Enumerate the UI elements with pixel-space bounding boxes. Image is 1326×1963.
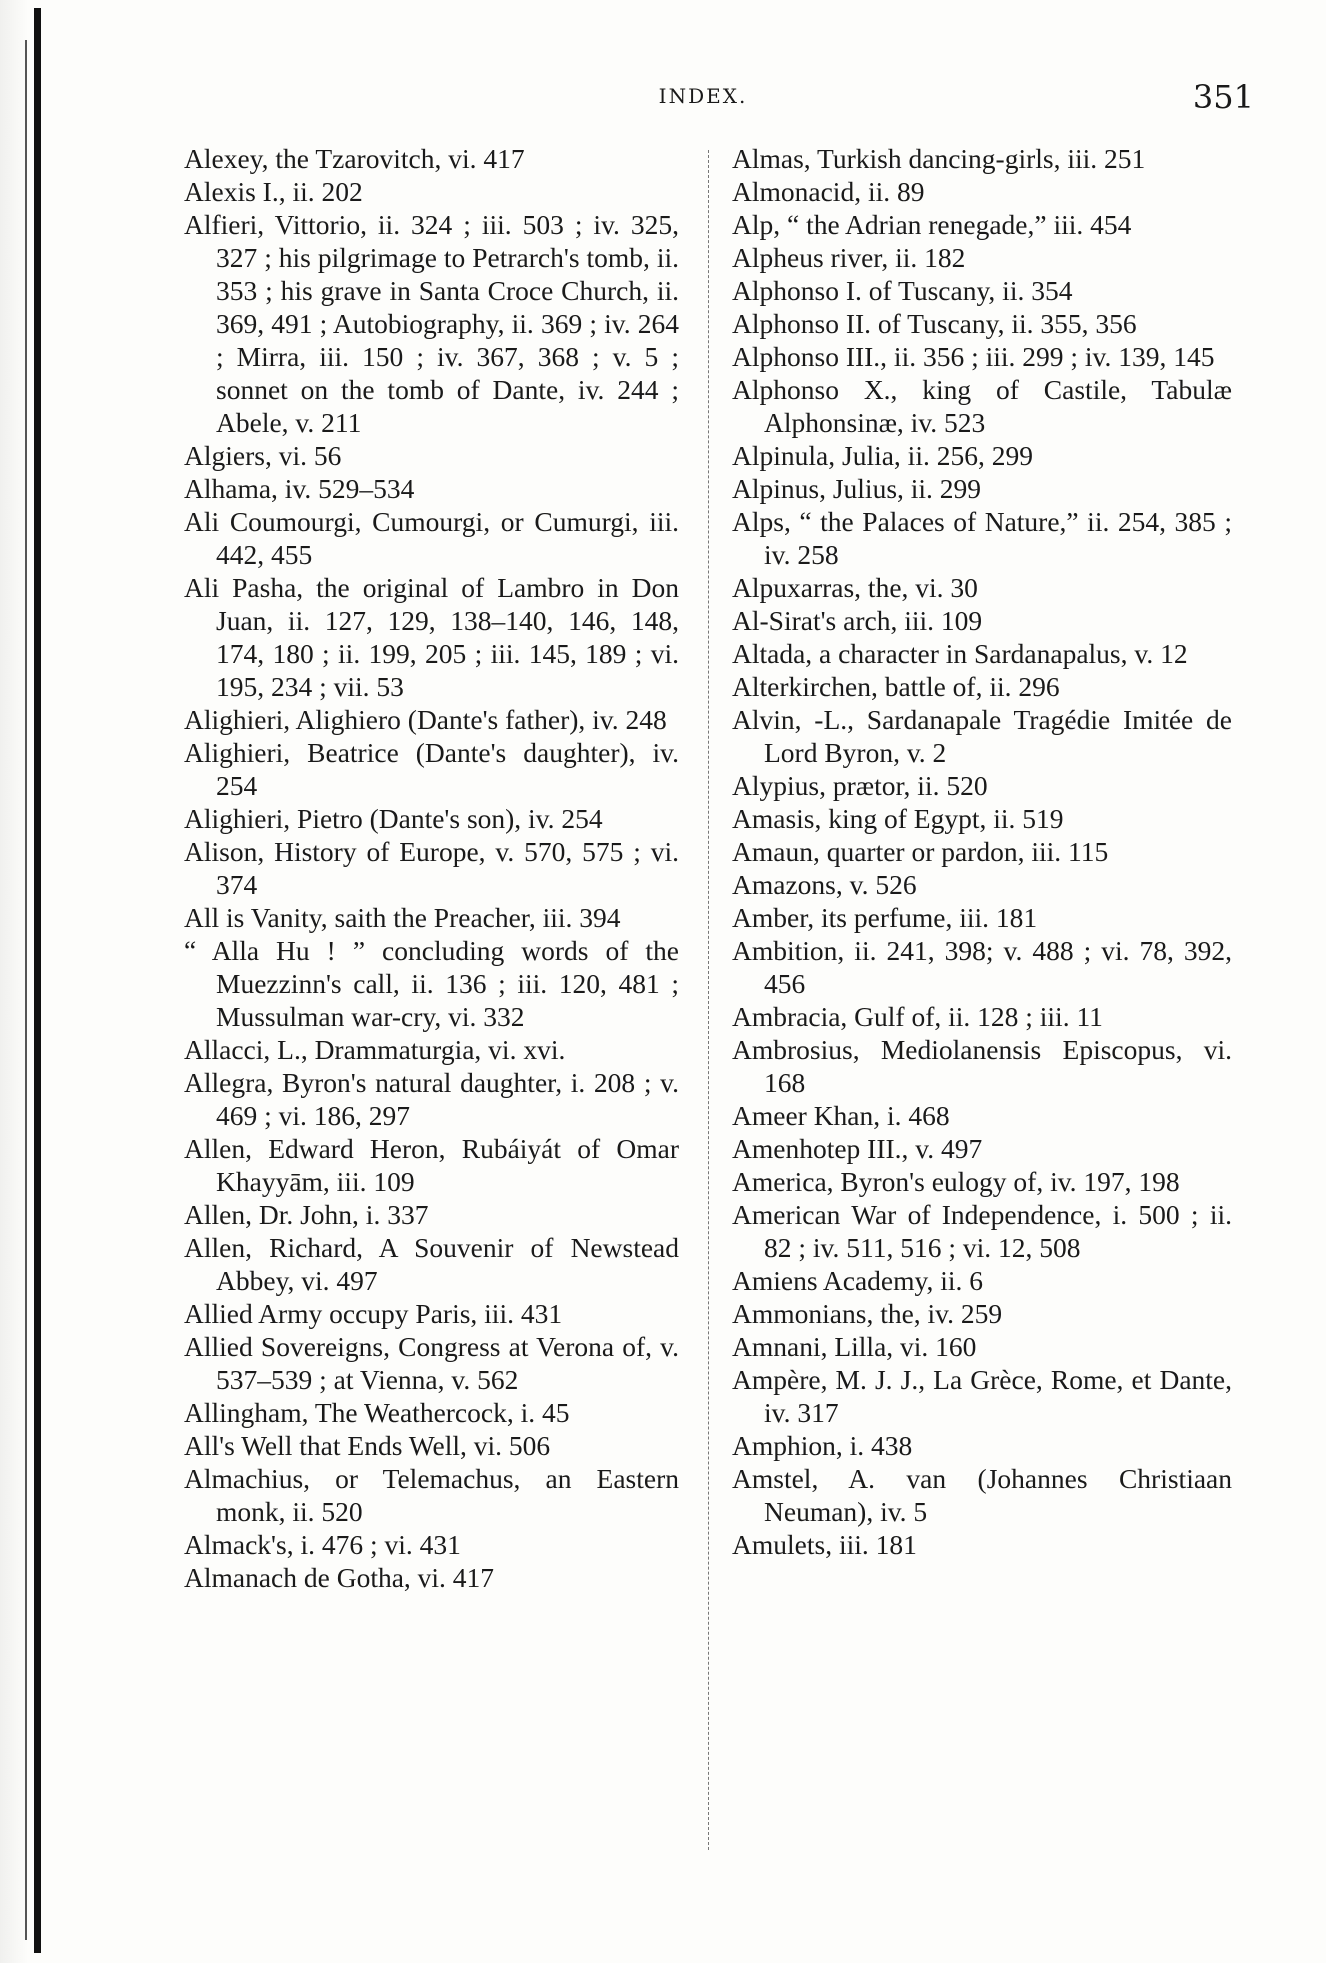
index-entry: Al-Sirat's arch, iii. 109 (732, 605, 983, 636)
index-entry: All is Vanity, saith the Preacher, iii. 394 (184, 902, 621, 933)
index-entry: Amber, its perfume, iii. 181 (732, 902, 1038, 933)
index-entry: Alighieri, Beatrice (Dante's daughter), iv. 254 (184, 737, 679, 801)
index-entry: Amstel, A. van (Johannes Christiaan Neuman), iv. 5 (732, 1463, 1232, 1527)
index-entry: Amaun, quarter or pardon, iii. 115 (732, 836, 1109, 867)
index-entry: Alison, History of Europe, v. 570, 575 ; vi. 374 (184, 836, 679, 900)
index-entry: Alphonso X., king of Castile, Tabulæ Alphonsinæ, iv. 523 (732, 374, 1232, 438)
index-entry: Alvin, -L., Sardanapale Tragédie Imitée de Lord Byron, v. 2 (732, 704, 1232, 768)
index-entry: Alphonso III., ii. 356 ; iii. 299 ; iv. 139, 145 (732, 341, 1215, 372)
index-entry: Alypius, prætor, ii. 520 (732, 770, 988, 801)
index-entry: Alphonso II. of Tuscany, ii. 355, 356 (732, 308, 1137, 339)
index-column-right (732, 142, 1232, 1561)
index-entry: Amasis, king of Egypt, ii. 519 (732, 803, 1064, 834)
index-entry: Algiers, vi. 56 (184, 440, 342, 471)
index-entry: Amazons, v. 526 (732, 869, 917, 900)
index-entry: Alterkirchen, battle of, ii. 296 (732, 671, 1060, 702)
index-entry: Allingham, The Weathercock, i. 45 (184, 1397, 570, 1428)
index-entry: Ali Coumourgi, Cumourgi, or Cumurgi, iii. 442, 455 (184, 506, 679, 570)
index-entry: Amiens Academy, ii. 6 (732, 1265, 984, 1296)
index-entry: Ampère, M. J. J., La Grèce, Rome, et Dante, iv. 317 (732, 1364, 1232, 1428)
index-entry: All's Well that Ends Well, vi. 506 (184, 1430, 551, 1461)
index-entry: Amenhotep III., v. 497 (732, 1133, 983, 1164)
index-entry: Alps, “ the Palaces of Nature,” ii. 254, 385 ; iv. 258 (732, 506, 1232, 570)
index-entry: Almachius, or Telemachus, an Eastern monk, ii. 520 (184, 1463, 679, 1527)
index-entry: Allen, Richard, A Souvenir of Newstead Abbey, vi. 497 (184, 1232, 679, 1296)
index-entry: Almanach de Gotha, vi. 417 (184, 1562, 495, 1593)
index-entry: Alighieri, Pietro (Dante's son), iv. 254 (184, 803, 603, 834)
book-spine-line (25, 40, 27, 1940)
index-entry: Alpuxarras, the, vi. 30 (732, 572, 978, 603)
index-entry: Alpheus river, ii. 182 (732, 242, 966, 273)
index-entry: Ambracia, Gulf of, ii. 128 ; iii. 11 (732, 1001, 1103, 1032)
index-entry: Ali Pasha, the original of Lambro in Don Juan, ii. 127, 129, 138–140, 146, 148, 174, 180 ; ii. 199, 205 ; iii. 145, 189 ; vi. 195, 234 ; vii. 53 (184, 572, 679, 702)
index-entry: Allacci, L., Drammaturgia, vi. xvi. (184, 1034, 566, 1065)
index-entry: Ambrosius, Mediolanensis Episcopus, vi. 168 (732, 1034, 1232, 1098)
index-entry: Ameer Khan, i. 468 (732, 1100, 950, 1131)
index-entry: America, Byron's eulogy of, iv. 197, 198 (732, 1166, 1180, 1197)
index-entry: Alexey, the Tzarovitch, vi. 417 (184, 143, 525, 174)
column-divider (708, 150, 709, 1850)
index-entry: Almonacid, ii. 89 (732, 176, 925, 207)
index-entry: Almack's, i. 476 ; vi. 431 (184, 1529, 461, 1560)
index-entry: Alp, “ the Adrian renegade,” iii. 454 (732, 209, 1132, 240)
index-entry: Allen, Edward Heron, Rubáiyát of Omar Khayyām, iii. 109 (184, 1133, 679, 1197)
index-column-left (184, 142, 679, 1594)
page-number: 351 (1192, 78, 1254, 116)
index-entry: Allied Sovereigns, Congress at Verona of, v. 537–539 ; at Vienna, v. 562 (184, 1331, 679, 1395)
index-entry: American War of Independence, i. 500 ; ii. 82 ; iv. 511, 516 ; vi. 12, 508 (732, 1199, 1232, 1263)
page-binding-shadow (0, 0, 28, 1963)
index-entry: Almas, Turkish dancing-girls, iii. 251 (732, 143, 1146, 174)
index-entry: Alpinus, Julius, ii. 299 (732, 473, 982, 504)
index-entry: Ambition, ii. 241, 398; v. 488 ; vi. 78, 392, 456 (732, 935, 1232, 999)
index-entry: Allen, Dr. John, i. 337 (184, 1199, 429, 1230)
running-head: INDEX. (658, 84, 748, 108)
index-entry: Alfieri, Vittorio, ii. 324 ; iii. 503 ; iv. 325, 327 ; his pilgrimage to Petrarch's tomb, ii. 353 ; his grave in Santa Croce Church, ii. 369, 491 ; Autobiography, ii. 369 ; iv. 264 ; Mirra, iii. 150 ; iv. 367, 368 ; v. 5 ; sonnet on the tomb of Dante, iv. 244 ; Abele, v. 211 (184, 209, 679, 438)
index-entry: Ammonians, the, iv. 259 (732, 1298, 1003, 1329)
index-entry: Amphion, i. 438 (732, 1430, 913, 1461)
index-entry: “ Alla Hu ! ” concluding words of the Muezzinn's call, ii. 136 ; iii. 120, 481 ; Mussulman war-cry, vi. 332 (184, 935, 679, 1032)
book-spine-edge (34, 8, 41, 1953)
index-entry: Altada, a character in Sardanapalus, v. 12 (732, 638, 1188, 669)
index-entry: Alhama, iv. 529–534 (184, 473, 415, 504)
index-entry: Alexis I., ii. 202 (184, 176, 363, 207)
index-entry: Alighieri, Alighiero (Dante's father), iv. 248 (184, 704, 667, 735)
index-entry: Allegra, Byron's natural daughter, i. 208 ; v. 469 ; vi. 186, 297 (184, 1067, 679, 1131)
index-entry: Alphonso I. of Tuscany, ii. 354 (732, 275, 1073, 306)
index-entry: Alpinula, Julia, ii. 256, 299 (732, 440, 1033, 471)
index-entry: Allied Army occupy Paris, iii. 431 (184, 1298, 563, 1329)
index-entry: Amulets, iii. 181 (732, 1529, 917, 1560)
page-header (140, 78, 1266, 118)
index-entry: Amnani, Lilla, vi. 160 (732, 1331, 977, 1362)
